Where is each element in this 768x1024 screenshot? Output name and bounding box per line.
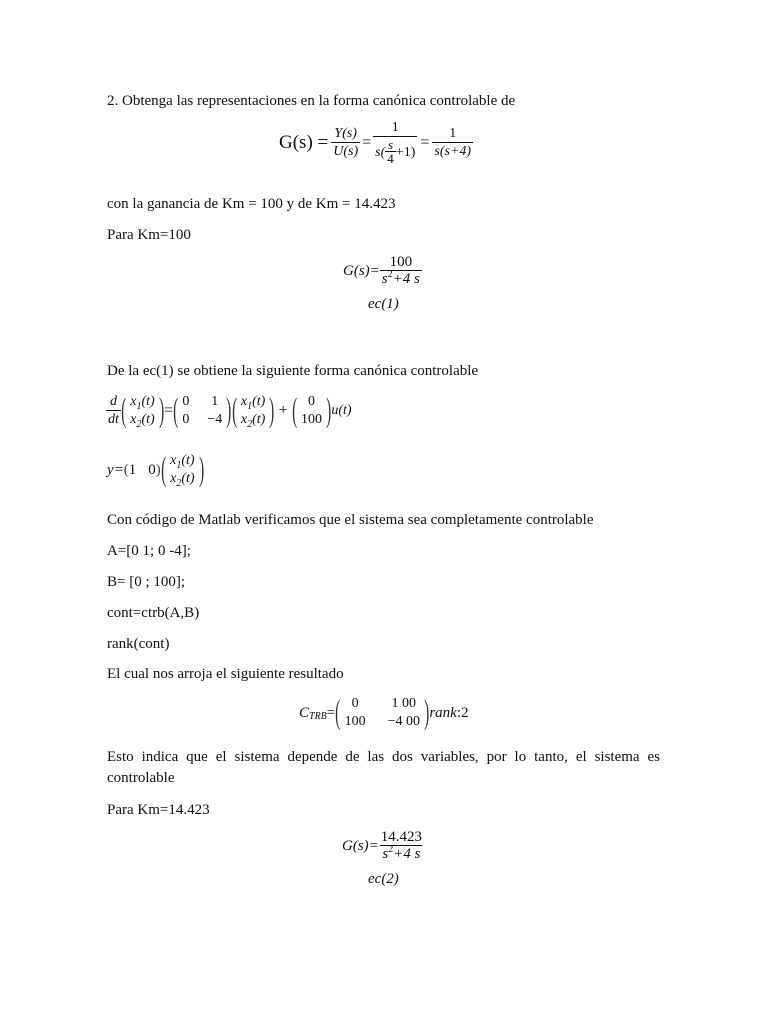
fraction-numerator: 100 bbox=[389, 254, 413, 270]
denominator-prefix: s( bbox=[375, 144, 386, 160]
right-bracket: ) bbox=[198, 451, 204, 488]
transfer-function-equation bbox=[279, 120, 473, 166]
g-of-s-label: G(s) = bbox=[279, 132, 329, 153]
state-vector bbox=[121, 393, 164, 429]
denominator-suffix: +1) bbox=[395, 144, 416, 160]
left-bracket: ( bbox=[173, 392, 179, 429]
equation-1-label: ec(1) bbox=[368, 296, 399, 312]
conclusion-paragraph: Esto indica que el sistema depende de las dos variables, por lo tanto, el sistema es controlable bbox=[107, 749, 660, 786]
right-bracket: ) bbox=[424, 694, 430, 731]
equation-lhs: G(s)= bbox=[343, 262, 380, 279]
y-over-u-fraction bbox=[331, 126, 360, 160]
matrix-cell: 100 bbox=[301, 412, 323, 427]
fraction-denominator: s(s+4) bbox=[434, 144, 472, 159]
equals-sign: = bbox=[420, 134, 430, 151]
equals-sign: = bbox=[163, 402, 174, 419]
equation-2 bbox=[342, 829, 424, 863]
input-signal: u(t) bbox=[331, 403, 352, 418]
case-km-14-heading: Para Km=14.423 bbox=[107, 802, 210, 818]
denominator-exponent: 2 bbox=[387, 269, 393, 280]
matrix-cell: 0 bbox=[351, 696, 359, 711]
time-argument: (t) bbox=[141, 412, 155, 427]
ctrb-symbol: C bbox=[299, 704, 310, 721]
time-argument: (t) bbox=[181, 453, 195, 468]
matrix-cell: 1 bbox=[211, 394, 219, 409]
time-argument: (t) bbox=[141, 394, 155, 409]
fraction-denominator bbox=[380, 270, 422, 288]
one-over-s-s4-fraction bbox=[432, 126, 473, 160]
state-vector bbox=[161, 452, 204, 488]
state-variable: x bbox=[240, 394, 248, 409]
matrix-cell: 0 bbox=[182, 394, 190, 409]
result-intro: El cual nos arroja el siguiente resultado bbox=[107, 666, 344, 682]
matrix-cell: −4 bbox=[207, 412, 223, 427]
inner-numerator: s bbox=[388, 137, 394, 152]
state-variable: x bbox=[130, 394, 137, 409]
derivative-numerator: d bbox=[109, 394, 117, 409]
code-line-rank: rank(cont) bbox=[107, 636, 170, 652]
canonical-form-intro: De la ec(1) se obtiene la siguiente forma canónica controlable bbox=[107, 363, 479, 379]
left-bracket: ( bbox=[121, 392, 127, 429]
denominator-variable: s bbox=[381, 271, 388, 287]
state-variable: x bbox=[170, 471, 177, 486]
fraction-numerator: 14.423 bbox=[380, 829, 423, 845]
fraction-denominator bbox=[380, 845, 422, 863]
inner-denominator: 4 bbox=[387, 151, 394, 166]
equation-fraction bbox=[380, 254, 422, 288]
state-subscript: 2 bbox=[247, 418, 253, 430]
fraction-denominator bbox=[373, 136, 417, 166]
controllability-matrix-equation: C TRB = ( 0 1 00 100 −4 00 ) rank :2 bbox=[299, 694, 469, 731]
equation-1 bbox=[343, 254, 422, 288]
s-over-4-fraction bbox=[385, 138, 396, 166]
matrix-cell: 0 bbox=[308, 394, 316, 409]
left-bracket: ( bbox=[160, 451, 166, 488]
plus-sign: + bbox=[278, 402, 288, 419]
code-line-a: A=[0 1; 0 -4]; bbox=[107, 543, 191, 559]
state-subscript: 2 bbox=[136, 418, 142, 430]
ctrb-matrix bbox=[335, 695, 429, 731]
equation-lhs: G(s)= bbox=[342, 837, 379, 854]
matrix-cell: −4 00 bbox=[387, 714, 420, 729]
denominator-exponent: 2 bbox=[388, 844, 394, 855]
code-line-b: B= [0 ; 100]; bbox=[107, 574, 186, 590]
state-subscript: 1 bbox=[136, 400, 142, 412]
right-bracket: ) bbox=[326, 392, 332, 429]
left-bracket: ( bbox=[231, 392, 237, 429]
right-bracket: ) bbox=[269, 392, 275, 429]
left-bracket: ( bbox=[335, 694, 341, 731]
derivative-operator bbox=[106, 394, 121, 428]
fraction-numerator: 1 bbox=[391, 120, 399, 135]
fraction-denominator: U(s) bbox=[333, 144, 359, 159]
state-vector bbox=[232, 393, 275, 429]
fraction-numerator: Y(s) bbox=[334, 126, 357, 141]
state-subscript: 2 bbox=[176, 477, 182, 489]
state-variable: x bbox=[170, 453, 177, 468]
equals-sign: = bbox=[326, 704, 336, 721]
fraction-numerator: 1 bbox=[449, 126, 457, 141]
matrix-cell: 100 bbox=[344, 714, 366, 729]
denominator-rest: +4 s bbox=[393, 846, 421, 862]
equation-fraction bbox=[379, 829, 424, 863]
output-equation bbox=[107, 452, 204, 488]
state-equation bbox=[106, 393, 352, 429]
gain-statement: con la ganancia de Km = 100 y de Km = 14.423 bbox=[107, 196, 396, 212]
a-matrix bbox=[173, 393, 232, 429]
denominator-variable: s bbox=[382, 846, 389, 862]
state-subscript: 1 bbox=[247, 400, 253, 412]
case-km-100-heading: Para Km=100 bbox=[107, 227, 191, 243]
time-argument: (t) bbox=[252, 394, 266, 409]
code-line-ctrb: cont=ctrb(A,B) bbox=[107, 605, 200, 621]
output-lhs: y= bbox=[107, 461, 124, 478]
state-subscript: 1 bbox=[176, 459, 182, 471]
c-matrix-cell: 1 bbox=[128, 461, 137, 478]
right-bracket: ) bbox=[226, 392, 232, 429]
matrix-cell: 0 bbox=[182, 412, 190, 427]
right-paren: ) bbox=[155, 461, 161, 478]
derivative-denominator: dt bbox=[108, 412, 119, 427]
equation-2-label: ec(2) bbox=[368, 871, 399, 887]
equals-sign: = bbox=[362, 134, 372, 151]
state-variable: x bbox=[130, 412, 137, 427]
left-bracket: ( bbox=[291, 392, 297, 429]
state-variable: x bbox=[240, 412, 248, 427]
right-bracket: ) bbox=[158, 392, 164, 429]
one-over-s-fraction bbox=[373, 120, 417, 166]
rank-value: :2 bbox=[456, 704, 469, 721]
time-argument: (t) bbox=[181, 471, 195, 486]
problem-statement: 2. Obtenga las representaciones en la forma canónica controlable de bbox=[107, 93, 516, 109]
b-vector bbox=[292, 393, 332, 429]
left-paren: ( bbox=[123, 461, 129, 478]
c-matrix-cell: 0 bbox=[148, 461, 156, 478]
matlab-intro: Con código de Matlab verificamos que el sistema sea completamente controlable bbox=[107, 512, 594, 528]
denominator-rest: +4 s bbox=[392, 271, 420, 287]
rank-label: rank bbox=[429, 704, 457, 721]
time-argument: (t) bbox=[252, 412, 266, 427]
matrix-cell: 1 00 bbox=[391, 696, 417, 711]
